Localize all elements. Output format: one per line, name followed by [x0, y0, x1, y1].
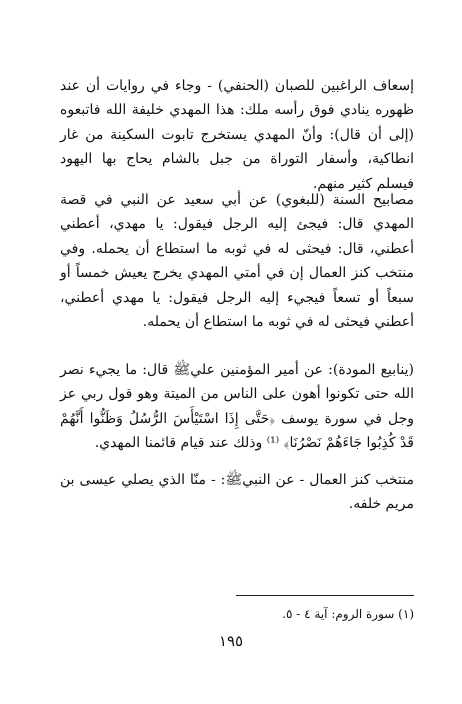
paragraph-2	[60, 188, 414, 334]
footnote-divider	[236, 595, 414, 596]
page-number: ١٩٥	[218, 632, 244, 650]
paragraph-3-text: (ينابيع المودة): عن أمير المؤمنين عليﷺ قال: ما يجيء نصر الله حتى تكونوا أهون على الناس من الميتة وهو قول ربي عز وجل في سورة يوسف ﴿حَتَّى إِذَا اسْتَيْأَسَ الرُّسُلُ وَظَنُّوا أَنَّهُمْ قَدْ كُذِبُوا جَاءَهُمْ نَصْرُنَا﴾ ⁽¹⁾ وذلك عند قيام قائمنا المهدي.	[60, 362, 414, 452]
paragraph-2-text: مصابيح السنة (للبغوي) عن أبي سعيد عن النبي في قصة المهدي قال: فيجئ إليه الرجل فيقول: يا مهدي، أعطني أعطني، قال: فيحثى له في ثوبه ما استطاع أن يحمله. وفي منتخب كنز العمال إن في أمتي المهدي يخرج يعيش خمساً أو سبعاً أو تسعاً فيجيء إليه الرجل فيقول: يا مهدي أعطني، أعطني فيحثى له في ثوبه ما استطاع أن يحمله.	[60, 192, 414, 331]
paragraph-1-text: إسعاف الراغبين للصبان (الحنفي) - وجاء في روايات أن عند ظهوره ينادي فوق رأسه ملك: هذا المهدي خليفة الله فاتبعوه (إلى أن قال): وأنّ المهدي يستخرج تابوت السكينة من غار انطاكية، وأسفار التوراة من جبل بالشام يحاج بها اليهود فيسلم كثير منهم.	[60, 78, 414, 192]
paragraph-1	[60, 74, 414, 196]
paragraph-4	[60, 468, 414, 517]
footnote: (١) سورة الروم: آية ٤ - ٥.	[282, 607, 414, 621]
paragraph-4-text: منتخب كنز العمال - عن النبيﷺ: - منّا الذي يصلي عيسى بن مريم خلفه.	[60, 472, 414, 513]
paragraph-3	[60, 358, 414, 456]
